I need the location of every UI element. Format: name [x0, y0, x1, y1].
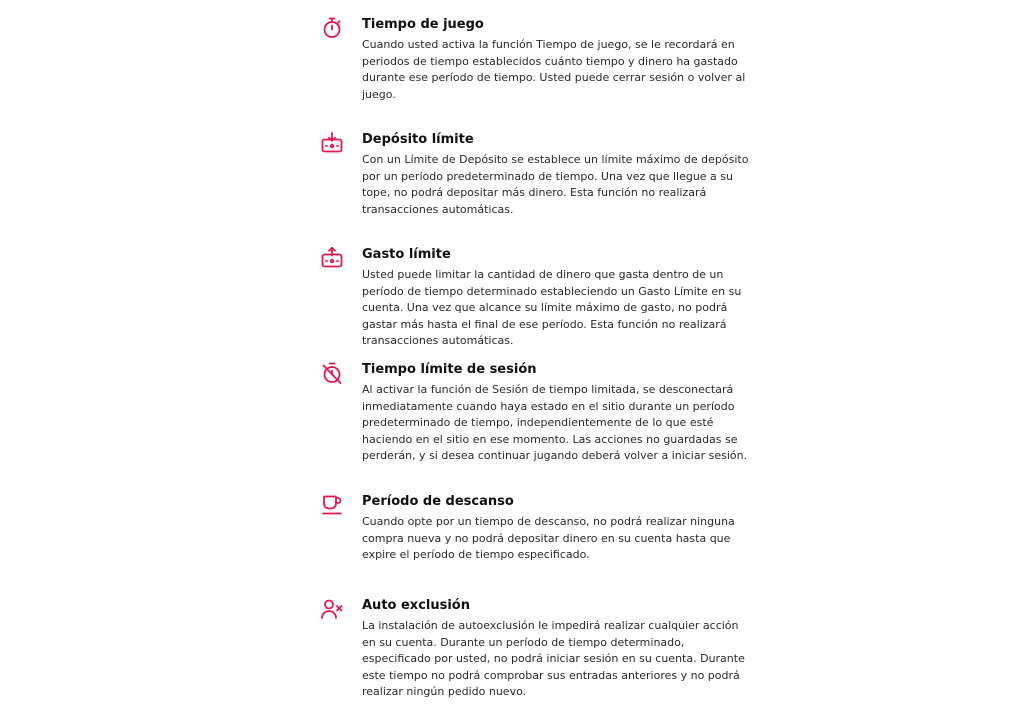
feature-title: Período de descanso [362, 494, 514, 509]
feature-description: Usted puede limitar la cantidad de dinero que gasta dentro de un período de tiempo determinado estableciendo un Gasto Límite en su cuenta. Una vez que alcance su límite máximo de gasto, no podrá gastar más hasta el final de ese período. Esta función no realizará transacciones automáticas. [362, 268, 742, 348]
feature-title: Depósito límite [362, 132, 474, 147]
stopwatch-icon [320, 16, 344, 40]
wallet-spend-icon [320, 246, 344, 270]
feature-description: Al activar la función de Sesión de tiempo limitada, se desconectará inmediatamente cuando haya estado en el sitio durante un período predeterminado de tiempo, independientemente de lo que esté haciendo en el sitio en ese momento. Las acciones no guardadas se perderán, y si desea continuar jugando deberá volver a iniciar sesión. [362, 383, 748, 463]
user-remove-icon [320, 597, 344, 621]
feature-description: Cuando usted activa la función Tiempo de juego, se le recordará en periodos de tiempo establecidos cuánto tiempo y dinero ha gastado durante ese período de tiempo. Usted puede cerrar sesión o volver al juego. [362, 38, 746, 101]
wallet-deposit-icon [320, 131, 344, 155]
feature-title: Gasto límite [362, 247, 451, 262]
feature-title: Auto exclusión [362, 598, 470, 613]
feature-title: Tiempo límite de sesión [362, 362, 537, 377]
feature-description: Cuando opte por un tiempo de descanso, no podrá realizar ninguna compra nueva y no podrá depositar dinero en su cuenta hasta que expire el período de tiempo especificado. [362, 515, 735, 562]
timer-off-icon [320, 361, 344, 385]
coffee-cup-icon [320, 493, 344, 517]
feature-description: La instalación de autoexclusión le impedirá realizar cualquier acción en su cuenta. Durante un período de tiempo determinado, especificado por usted, no podrá iniciar sesión en su cuenta. Durante este tiempo no podrá comprobar sus entradas anteriores y no podrá realizar ningún pedido nuevo. [362, 619, 745, 699]
feature-description: Con un Límite de Depósito se establece un límite máximo de depósito por un período predeterminado de tiempo. Una vez que llegue a su tope, no podrá depositar más dinero. Esta función no realizará transacciones automáticas. [362, 153, 749, 216]
feature-title: Tiempo de juego [362, 17, 484, 32]
